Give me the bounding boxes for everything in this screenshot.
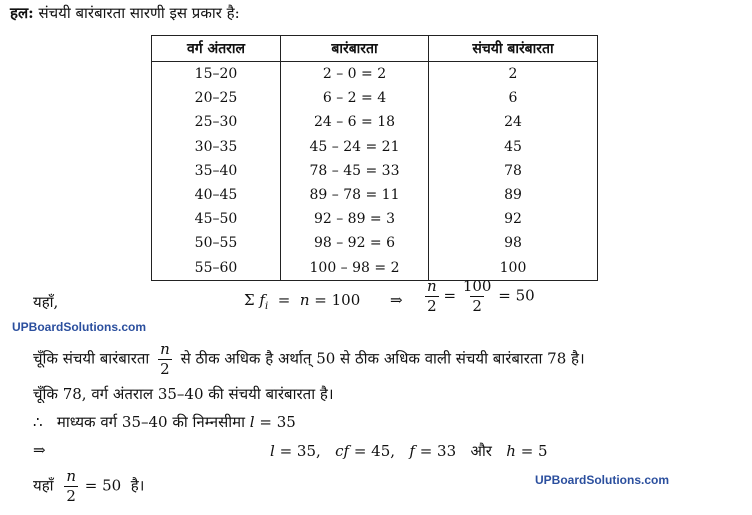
- table-row: [152, 159, 598, 183]
- cell-frequency: 24 – 6 = 18: [281, 110, 429, 134]
- sigma-symbol: Σ: [244, 291, 255, 309]
- fraction-numerator: n: [160, 340, 170, 358]
- half-n-value: = 50: [84, 476, 122, 495]
- table-row: [152, 231, 598, 255]
- cell-class-interval: 50–55: [152, 231, 281, 255]
- cf-value: = 45,: [353, 442, 396, 460]
- table-header-row: [152, 36, 598, 62]
- fraction-100-over-2: [461, 279, 494, 314]
- cell-frequency: 6 – 2 = 4: [281, 86, 429, 110]
- column-header-frequency: बारंबारता: [281, 36, 429, 62]
- here-label: यहाँ: [33, 476, 54, 495]
- cell-frequency: 45 – 24 = 21: [281, 135, 429, 159]
- watermark-upboardsolutions: UPBoardSolutions.com: [12, 320, 147, 334]
- table-row: [152, 256, 598, 281]
- is-suffix: है।: [130, 476, 145, 495]
- column-header-class-interval: वर्ग अंतराल: [152, 36, 281, 62]
- cell-class-interval: 45–50: [152, 207, 281, 231]
- cell-cumulative-frequency: 6: [429, 86, 598, 110]
- f-value: = 33: [419, 442, 457, 460]
- solution-intro-text: संचयी बारंबारता सारणी इस प्रकार है:: [38, 4, 240, 22]
- cell-frequency: 92 – 89 = 3: [281, 207, 429, 231]
- table-row: [152, 135, 598, 159]
- fraction-n-over-2: [158, 342, 172, 377]
- fraction-numerator: n: [427, 277, 437, 295]
- fraction-denominator: 2: [66, 487, 76, 505]
- equals-sign: =: [277, 291, 291, 309]
- cell-cumulative-frequency: 100: [429, 256, 598, 281]
- fraction-n-over-2: [64, 469, 78, 504]
- median-parameters: [270, 441, 548, 461]
- fraction-denominator: 2: [472, 297, 482, 315]
- sum-equation: [244, 291, 360, 312]
- l-variable: l: [270, 442, 275, 460]
- cell-frequency: 2 – 0 = 2: [281, 62, 429, 87]
- implies-arrow: ⇒: [33, 441, 46, 459]
- table-row: [152, 183, 598, 207]
- h-value: = 5: [520, 442, 548, 460]
- lower-limit-text: माध्यक वर्ग 35–40 की निम्नसीमा: [56, 413, 245, 431]
- fraction-denominator: 2: [160, 360, 170, 378]
- h-variable: h: [506, 442, 516, 460]
- l-value: = 35,: [279, 442, 321, 460]
- l-variable: l: [249, 413, 255, 431]
- cell-cumulative-frequency: 24: [429, 110, 598, 134]
- fraction-numerator: 100: [462, 277, 492, 295]
- fraction-numerator: n: [66, 467, 77, 485]
- cell-cumulative-frequency: 89: [429, 183, 598, 207]
- cell-cumulative-frequency: 45: [429, 135, 598, 159]
- table-row: [152, 62, 598, 87]
- cell-frequency: 78 – 45 = 33: [281, 159, 429, 183]
- cell-frequency: 100 – 98 = 2: [281, 256, 429, 281]
- cf-variable: cf: [335, 442, 350, 460]
- since-text-part2: से ठीक अधिक है अर्थात् 50 से ठीक अधिक वाली संचयी बारंबारता 78 है।: [180, 349, 585, 368]
- and-word: और: [470, 442, 492, 460]
- watermark-upboardsolutions: UPBoardSolutions.com: [535, 473, 670, 487]
- equals-sign: =: [443, 286, 457, 305]
- fraction-denominator: 2: [427, 297, 437, 315]
- median-position-value: = 50: [498, 286, 535, 305]
- cell-frequency: 98 – 92 = 6: [281, 231, 429, 255]
- cell-class-interval: 30–35: [152, 135, 281, 159]
- table-row: [152, 110, 598, 134]
- f-variable: f: [259, 291, 265, 309]
- cell-class-interval: 15–20: [152, 62, 281, 87]
- solution-heading: [10, 3, 240, 23]
- since-statement-line: [33, 342, 585, 377]
- solution-label: हल:: [10, 4, 34, 22]
- table-row: [152, 86, 598, 110]
- total-value: = 100: [314, 291, 361, 309]
- half-n-expression: [425, 279, 535, 314]
- cell-class-interval: 35–40: [152, 159, 281, 183]
- half-n-statement: [33, 469, 144, 504]
- implies-arrow: ⇒: [390, 291, 403, 309]
- lower-limit-value: = 35: [259, 413, 296, 431]
- n-variable: n: [299, 291, 310, 309]
- cell-frequency: 89 – 78 = 11: [281, 183, 429, 207]
- cell-class-interval: 40–45: [152, 183, 281, 207]
- cell-class-interval: 55–60: [152, 256, 281, 281]
- cell-class-interval: 25–30: [152, 110, 281, 134]
- cell-cumulative-frequency: 98: [429, 231, 598, 255]
- cell-cumulative-frequency: 2: [429, 62, 598, 87]
- cell-class-interval: 20–25: [152, 86, 281, 110]
- fraction-n-over-2: [425, 279, 439, 314]
- cumulative-frequency-statement: चूँकि 78, वर्ग अंतराल 35–40 की संचयी बारंबारता है।: [33, 385, 334, 403]
- since-text-part1: चूँकि संचयी बारंबारता: [33, 349, 150, 368]
- subscript-i: i: [264, 301, 269, 312]
- cell-cumulative-frequency: 92: [429, 207, 598, 231]
- therefore-symbol: ∴: [33, 413, 43, 431]
- table-row: [152, 207, 598, 231]
- cell-cumulative-frequency: 78: [429, 159, 598, 183]
- cumulative-frequency-table: [151, 35, 598, 281]
- f-variable: f: [409, 442, 415, 460]
- column-header-cumulative-frequency: संचयी बारंबारता: [429, 36, 598, 62]
- here-label: यहाँ,: [33, 293, 59, 311]
- lower-limit-statement: [33, 412, 296, 432]
